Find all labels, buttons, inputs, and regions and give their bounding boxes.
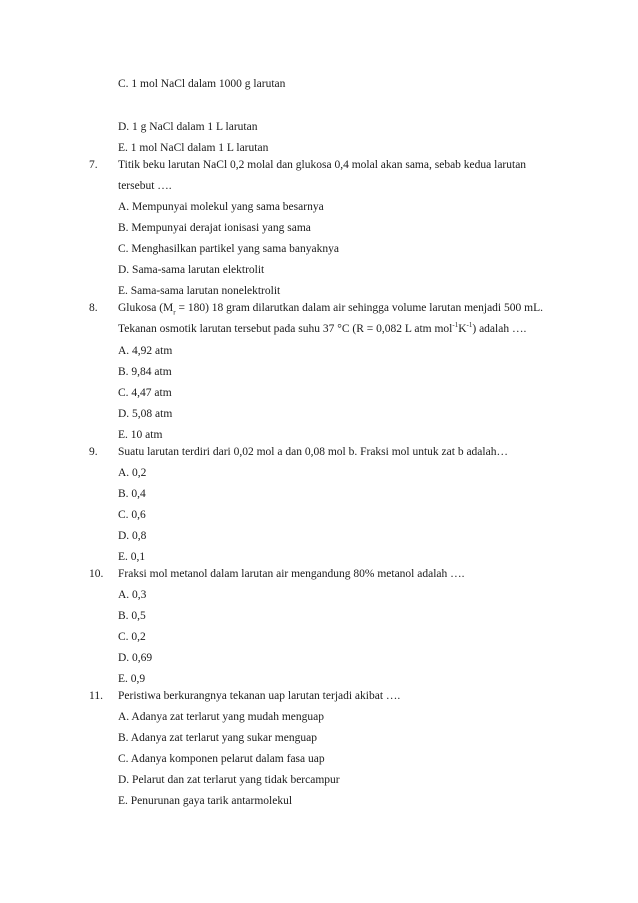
- question-8-number: 8.: [89, 302, 98, 314]
- question-7-option-b: B. Mempunyai derajat ionisasi yang sama: [118, 222, 311, 234]
- prev-option-d: D. 1 g NaCl dalam 1 L larutan: [118, 121, 258, 133]
- question-10-option-a: A. 0,3: [118, 589, 147, 601]
- q8-line1-part-a: Glukosa (M: [118, 302, 174, 314]
- question-10-text-line1: Fraksi mol metanol dalam larutan air mengandung 80% metanol adalah ….: [118, 568, 465, 580]
- question-9-option-b: B. 0,4: [118, 488, 146, 500]
- question-10-number: 10.: [89, 568, 104, 580]
- question-11-option-a: A. Adanya zat terlarut yang mudah menguap: [118, 711, 324, 723]
- prev-option-c: C. 1 mol NaCl dalam 1000 g larutan: [118, 78, 286, 90]
- question-10-option-c: C. 0,2: [118, 631, 146, 643]
- question-11-number: 11.: [89, 690, 103, 702]
- question-9-option-a: A. 0,2: [118, 467, 147, 479]
- q8-superscript-1: -1: [452, 321, 459, 330]
- question-7-option-c: C. Menghasilkan partikel yang sama banyaknya: [118, 243, 339, 255]
- question-7-number: 7.: [89, 159, 98, 171]
- question-8-option-a: A. 4,92 atm: [118, 345, 173, 357]
- question-10-option-d: D. 0,69: [118, 652, 153, 664]
- q8-subscript-r: r: [173, 308, 176, 317]
- q8-line1-part-b: = 180) 18 gram dilarutkan dalam air sehingga volume larutan menjadi 500 mL.: [175, 302, 543, 314]
- q8-line2-part-c: ) adalah ….: [472, 323, 527, 335]
- question-9-number: 9.: [89, 446, 98, 458]
- question-7-text-line1: Titik beku larutan NaCl 0,2 molal dan glukosa 0,4 molal akan sama, sebab kedua larutan: [118, 159, 527, 171]
- question-7-option-d: D. Sama-sama larutan elektrolit: [118, 264, 265, 276]
- question-8-option-e: E. 10 atm: [118, 429, 163, 441]
- q8-superscript-2: -1: [466, 321, 473, 330]
- question-10-option-b: B. 0,5: [118, 610, 146, 622]
- question-8-option-c: C. 4,47 atm: [118, 387, 172, 399]
- question-9-text-line1: Suatu larutan terdiri dari 0,02 mol a dan 0,08 mol b. Fraksi mol untuk zat b adalah…: [118, 446, 508, 458]
- question-7-text-line2: tersebut ….: [118, 180, 172, 192]
- question-11-text-line1: Peristiwa berkurangnya tekanan uap larutan terjadi akibat ….: [118, 690, 401, 702]
- q8-line2-part-a: Tekanan osmotik larutan tersebut pada suhu 37 °C (R = 0,082 L atm mol: [118, 323, 453, 335]
- question-11-option-c: C. Adanya komponen pelarut dalam fasa uap: [118, 753, 325, 765]
- question-8-text-line1: [118, 301, 543, 315]
- prev-option-e: E. 1 mol NaCl dalam 1 L larutan: [118, 142, 269, 154]
- question-8-text-line2: [118, 322, 526, 336]
- question-8-option-b: B. 9,84 atm: [118, 366, 172, 378]
- question-11-option-e: E. Penurunan gaya tarik antarmolekul: [118, 795, 293, 807]
- question-11-option-d: D. Pelarut dan zat terlarut yang tidak bercampur: [118, 774, 340, 786]
- question-7-option-a: A. Mempunyai molekul yang sama besarnya: [118, 201, 324, 213]
- question-9-option-d: D. 0,8: [118, 530, 147, 542]
- question-11-option-b: B. Adanya zat terlarut yang sukar menguap: [118, 732, 317, 744]
- question-8-option-d: D. 5,08 atm: [118, 408, 173, 420]
- q8-line2-part-b: K: [458, 323, 467, 335]
- question-10-option-e: E. 0,9: [118, 673, 146, 685]
- question-7-option-e: E. Sama-sama larutan nonelektrolit: [118, 285, 281, 297]
- question-9-option-e: E. 0,1: [118, 551, 146, 563]
- question-9-option-c: C. 0,6: [118, 509, 146, 521]
